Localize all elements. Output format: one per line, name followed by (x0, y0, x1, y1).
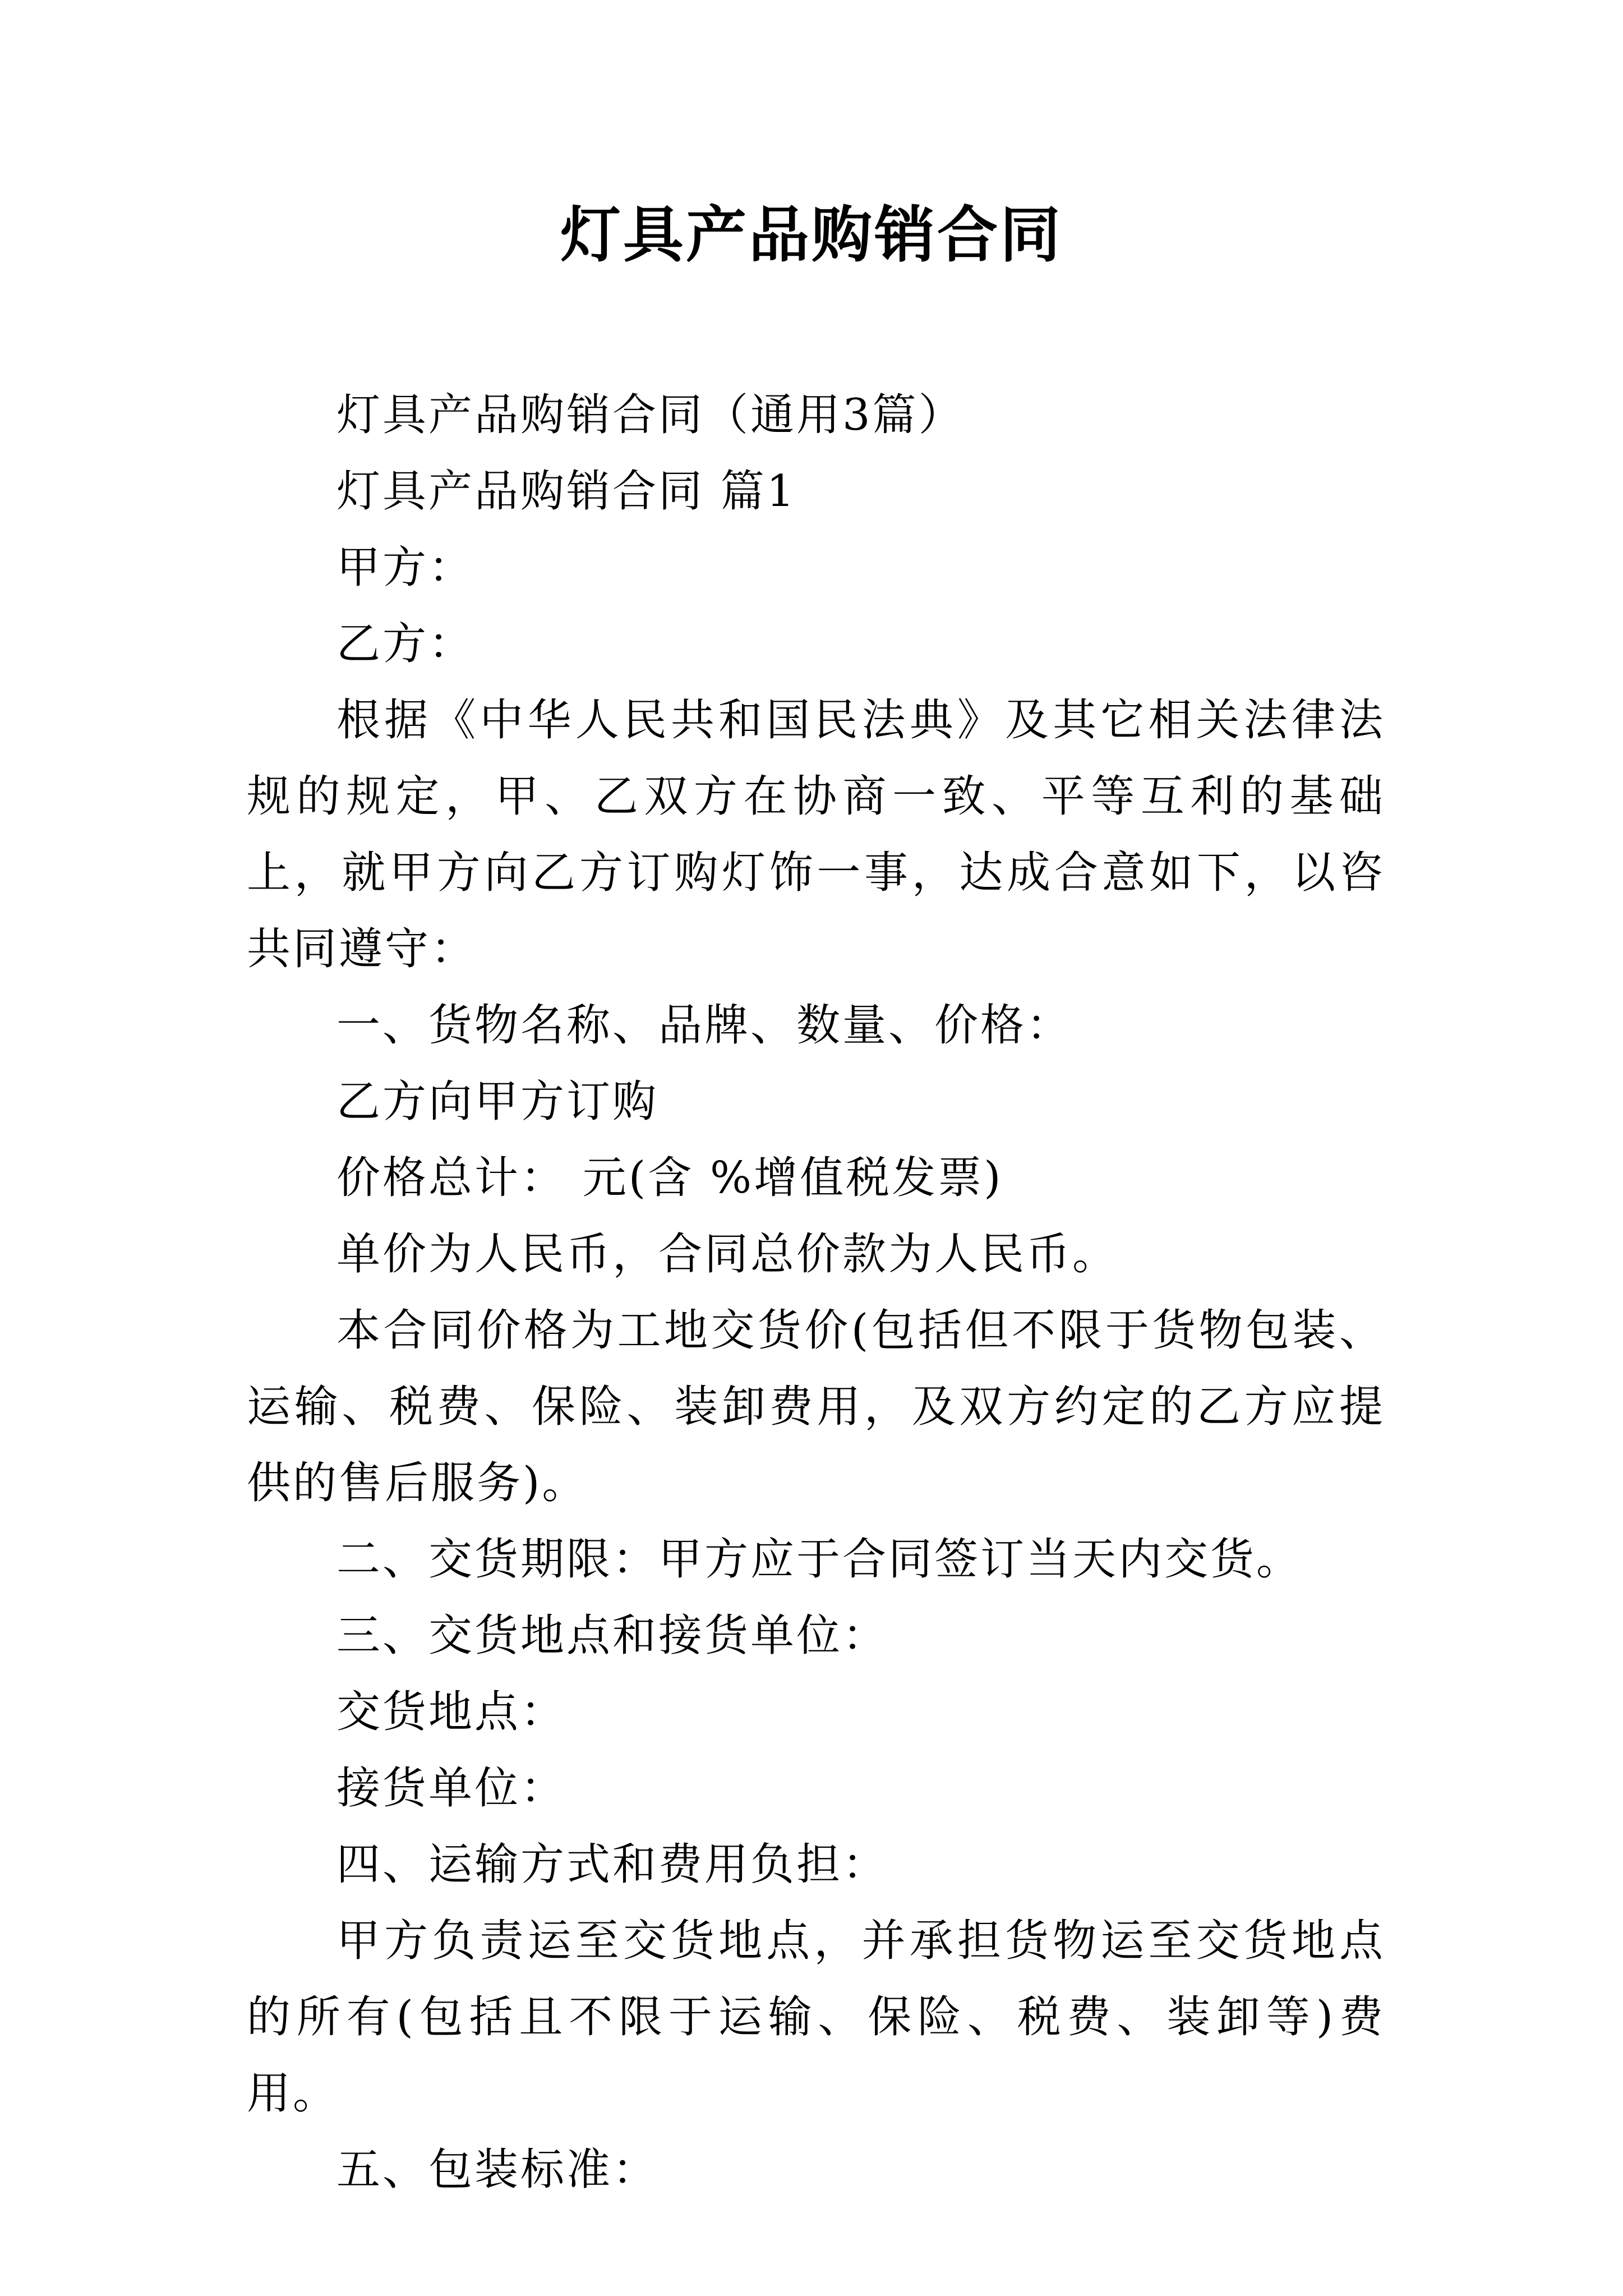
paragraph-clause-4-heading: 四、运输方式和费用负担： (336, 1839, 889, 1890)
paragraph-receiving-unit: 接货单位： (336, 1763, 567, 1814)
paragraph-total-price: 价格总计： 元(含 %增值税发票) (336, 1153, 1003, 1203)
paragraph-clause-3-heading: 三、交货地点和接货单位： (336, 1611, 889, 1661)
paragraph-transport-terms: 甲方负责运至交货地点，并承担货物运至交货地点的所有(包括且不限于运输、保险、税费、装卸等)费用。 (247, 1916, 1385, 2119)
document-title: 灯具产品购销合同 (560, 200, 1063, 270)
paragraph-unit-price: 单价为人民币，合同总价款为人民币。 (336, 1229, 1119, 1280)
paragraph-order: 乙方向甲方订购 (336, 1076, 659, 1127)
paragraph-clause-2-delivery-term: 二、交货期限：甲方应于合同签订当天内交货。 (336, 1534, 1303, 1585)
paragraph-party-a: 甲方： (336, 542, 475, 593)
paragraph-preamble: 根据《中华人民共和国民法典》及其它相关法律法规的规定，甲、乙双方在协商一致、平等互利的基础上，就甲方向乙方订购灯饰一事，达成合意如下，以咨共同遵守： (247, 695, 1385, 974)
paragraph-heading-part-1: 灯具产品购销合同 篇1 (336, 466, 797, 517)
document-body (247, 377, 1385, 2208)
paragraph-heading-general: 灯具产品购销合同（通用3篇） (336, 390, 965, 440)
paragraph-party-b: 乙方： (336, 619, 475, 669)
paragraph-clause-5-heading: 五、包装标准： (336, 2145, 659, 2195)
paragraph-delivery-place: 交货地点： (336, 1687, 567, 1737)
paragraph-clause-1-heading: 一、货物名称、品牌、数量、价格： (336, 1000, 1073, 1051)
paragraph-price-terms: 本合同价格为工地交货价(包括但不限于货物包装、运输、税费、保险、装卸费用，及双方约定的乙方应提供的售后服务)。 (247, 1305, 1385, 1508)
